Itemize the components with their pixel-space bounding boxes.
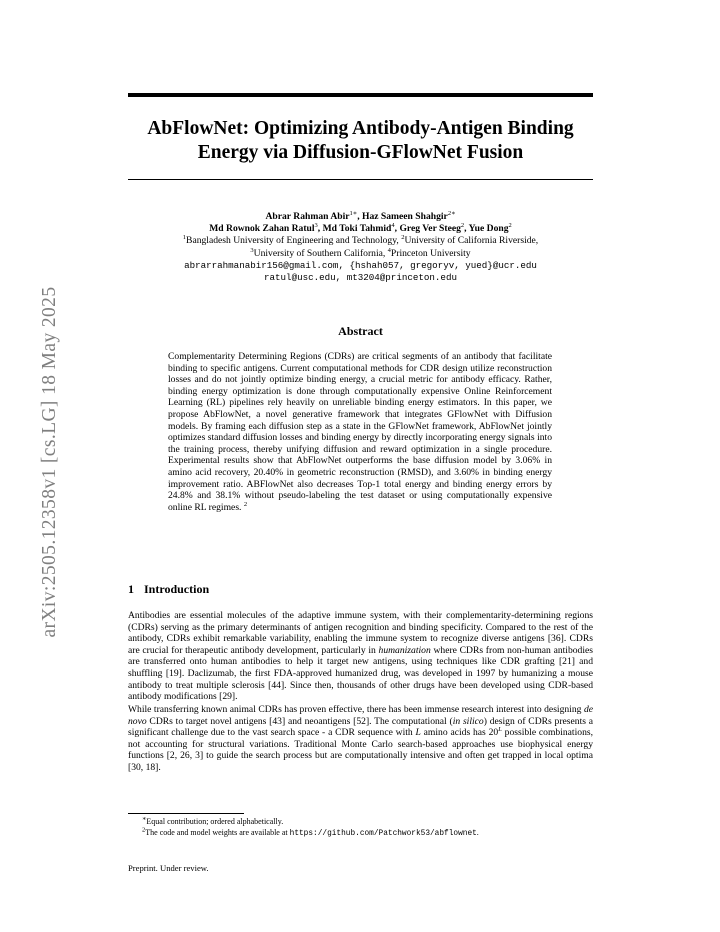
intro-paragraph-1: Antibodies are essential molecules of the adaptive immune system, with their complementarity-determining regions (CDRs) serving as the primary determinants of antigen recognition and binding specificity. Compared to the rest of the antibody, CDRs exhibit remarkable variability, enabling the immune system to recognize diverse antigens [36]. CDRs are crucial for therapeutic antibody development, particularly in humanization where CDRs from non-human antibodies are transferred onto human antibodies to help it target new antigens, using techniques like CDR grafting [21] and shuffling [19]. Daclizumab, the first FDA-approved humanized drug, was developed in 1997 by humanizing a mouse antibody to treat multiple sclerosis [44]. Since then, thousands of other drugs have been developed using CDR-based antibody modifications [29]. <box>128 610 594 703</box>
preprint-note: Preprint. Under review. <box>128 863 209 873</box>
intro-paragraph-2: While transferring known animal CDRs has proven effective, there has been immense research interest into designing de novo CDRs to target novel antigens [43] and neoantigens [52]. The computational (in silico) design of CDRs presents a significant challenge due to the vast search space - a CDR sequence with L amino acids has $20^L$ possible combinations, not accounting for structural variations. Traditional Monte Carlo search-based approaches use biophysical energy functions [2, 26, 3] to guide the search process but are computationally intensive and often get trapped in local optima [30, 18]. <box>128 704 593 773</box>
title-top-rule <box>128 93 593 97</box>
footnote-1: ∗Equal contribution; ordered alphabetically. <box>142 815 284 826</box>
title-bottom-rule <box>128 179 593 180</box>
abstract-body: Complementarity Determining Regions (CDRs) are critical segments of an antibody that facilitate binding to specific antigens. Current computational methods for CDR design utilize reconstruction losses and do not jointly optimize binding energy, a crucial metric for antibody efficacy. Rather, binding energy optimization is done through computationally expensive Online Reinforcement Learning (RL) pipelines rely heavily on unreliable binding energy estimators. In this paper, we propose AbFlowNet, a novel generative framework that integrates GFlowNet with Diffusion models. By framing each diffusion step as a state in the GFlowNet framework, AbFlowNet jointly optimizes standard diffusion losses and binding energy by directly incorporating energy signals into the training process, thereby unifying diffusion and reward optimization in a single procedure. Experimental results show that AbFlowNet outperforms the base diffusion model by 3.06% in amino acid recovery, 20.40% in geometric reconstruction (RMSD), and 3.60% in binding energy improvement ratio. ABFlowNet also decreases Top-1 total energy and binding energy errors by 24.8% and 38.1% without pseudo-labeling the test dataset or using computationally expensive online RL regimes. $^2$ <box>168 351 552 513</box>
code-repo-link[interactable]: https://github.com/Patchwork53/abflownet <box>289 829 477 838</box>
author-name: Abrar Rahman Abir <box>265 211 350 222</box>
author-block <box>128 211 593 284</box>
affiliation-line-1: $^1$Bangladesh University of Engineering and Technology, $^2$University of California Riverside, <box>182 234 539 247</box>
section-heading-introduction: 1 Introduction <box>128 582 210 596</box>
author-name: Greg Ver Steeg <box>399 223 461 235</box>
email-line-2: ratul@usc.edu, mt3204@princeton.edu <box>264 272 457 284</box>
author-name: Md Rownok Zahan Ratul <box>209 223 315 235</box>
author-line-1: Abrar Rahman Abir$^{1∗}$, Haz Sameen Shahgir$^{2∗}$ <box>265 209 456 222</box>
footnote-rule <box>128 813 244 814</box>
affiliation-line-2: $^3$University of Southern California, $^4$Princeton University <box>250 246 471 259</box>
footnotes <box>128 817 593 839</box>
author-line-2: Md Rownok Zahan Ratul$^3$, Md Toki Tahmid$^4$, Greg Ver Steeg$^2$, Yue Dong$^2$ <box>209 222 512 235</box>
title-line-2: Energy via Diffusion-GFlowNet Fusion <box>197 142 524 163</box>
title-line-1: AbFlowNet: Optimizing Antibody-Antigen Binding <box>147 118 574 139</box>
author-name: Yue Dong <box>468 223 509 235</box>
author-name: Md Toki Tahmid <box>322 223 392 235</box>
arxiv-stamp: arXiv:2505.12358v1 [cs.LG] 18 May 2025 <box>39 286 60 638</box>
abstract-footnote-mark: 2 <box>243 500 248 508</box>
email-line-1: abrarrahmanabir156@gmail.com, {hshah057, gregoryv, yued}@ucr.edu <box>184 259 537 271</box>
footnote-2: $^2$The code and model weights are available at https://github.com/Patchwork53/abflownet. <box>142 825 479 838</box>
paper-title <box>128 117 593 165</box>
abstract-heading: Abstract <box>338 324 383 338</box>
author-name: Haz Sameen Shahgir <box>362 211 448 222</box>
